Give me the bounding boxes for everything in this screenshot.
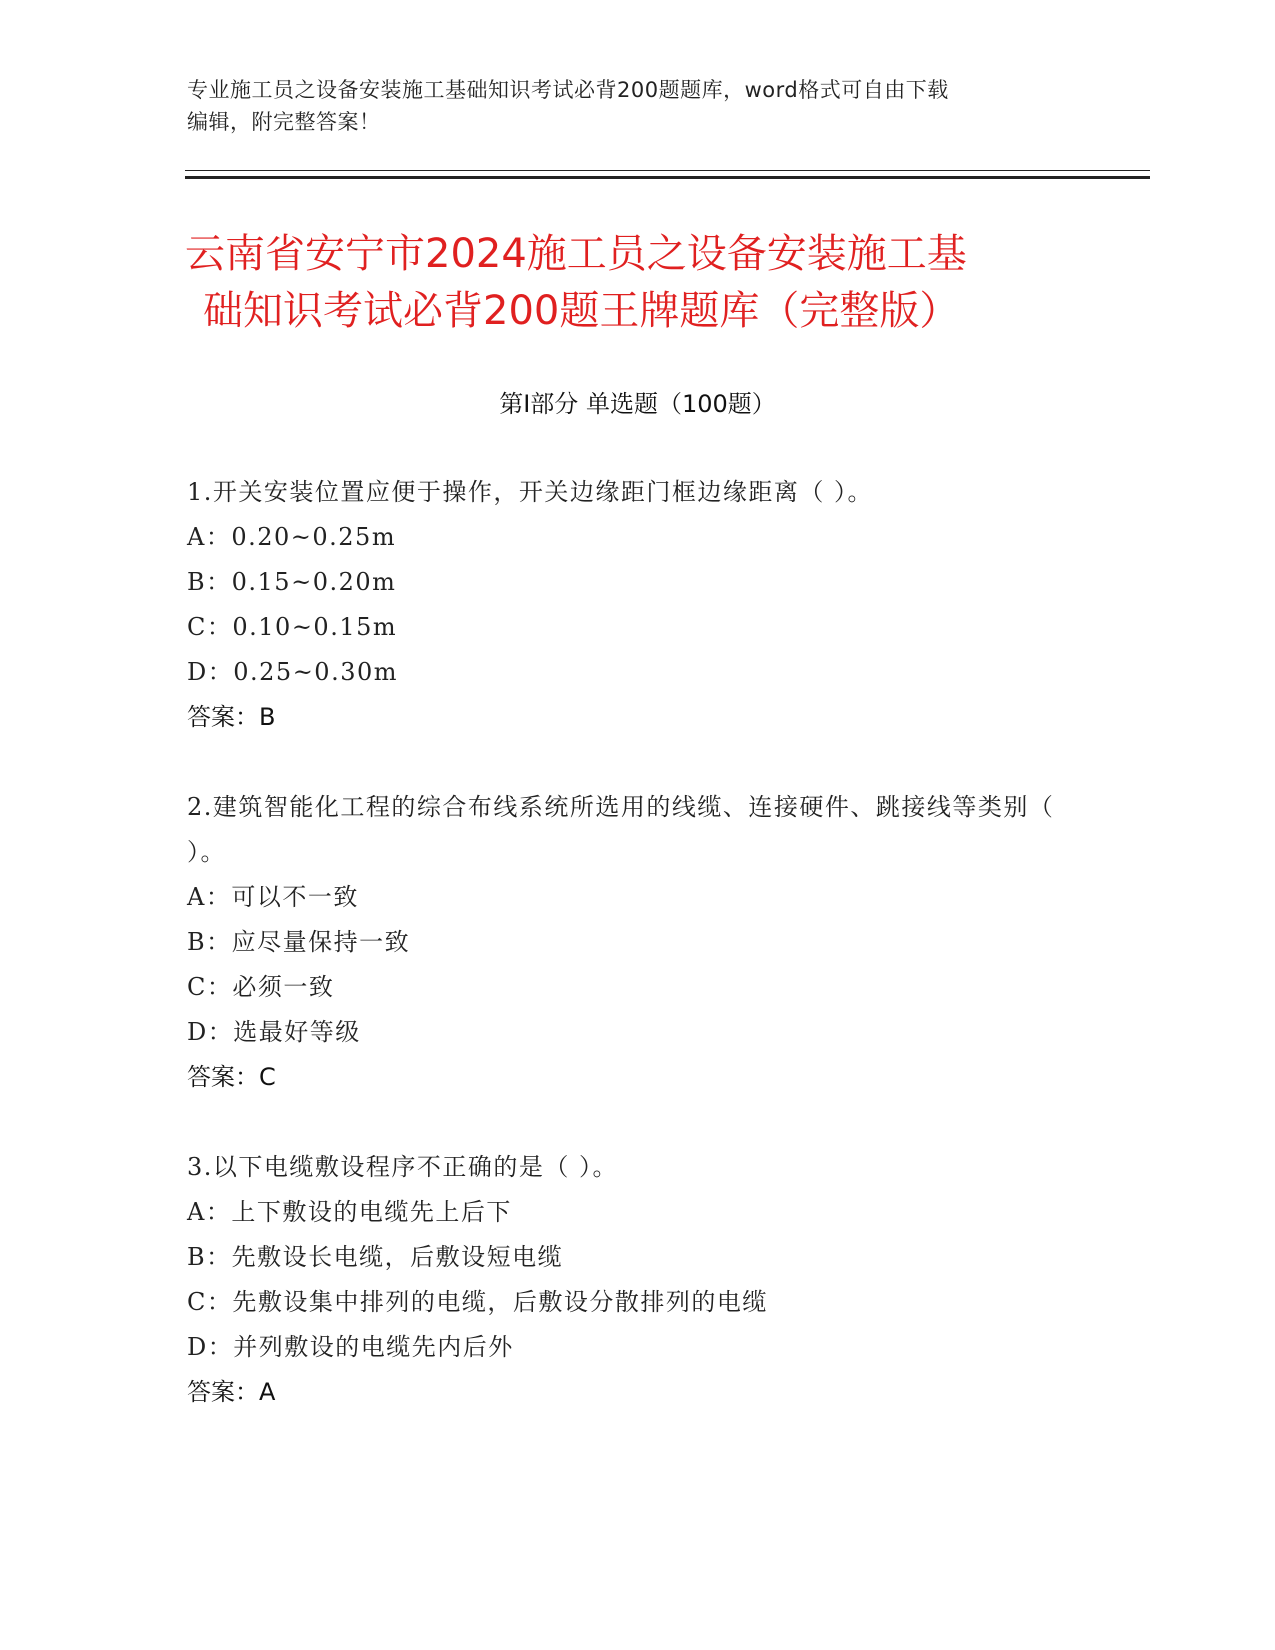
header-note-line1: 专业施工员之设备安装施工基础知识考试必背200题题库，word格式可自由下载 — [187, 78, 949, 102]
option-text: 先敷设集中排列的电缆，后敷设分散排列的电缆 — [232, 1288, 768, 1316]
answer-label: 答案：A — [187, 1378, 276, 1406]
option-letter: B： — [187, 928, 232, 956]
answer-label: 答案：C — [187, 1063, 276, 1091]
document-title-line2: 础知识考试必背200题王牌题库（完整版） — [203, 288, 960, 334]
option-text: 0.10~0.15m — [232, 613, 398, 641]
header-note — [187, 74, 1087, 138]
option-letter: D： — [187, 658, 234, 686]
question-1 — [187, 470, 1067, 740]
option-letter: A： — [187, 523, 232, 551]
option-c — [187, 605, 1067, 650]
option-letter: B： — [187, 1243, 232, 1271]
document-title-line1: 云南省安宁市2024施工员之设备安装施工基 — [185, 231, 967, 277]
question-stem: 1.开关安装位置应便于操作，开关边缘距门框边缘距离（ ）。 — [187, 478, 874, 506]
header-divider-thick — [185, 176, 1150, 179]
answer-label: 答案：B — [187, 703, 276, 731]
option-letter: A： — [187, 1198, 232, 1226]
option-d — [187, 1325, 1067, 1370]
option-text: 0.25~0.30m — [233, 658, 398, 686]
option-b — [187, 920, 1067, 965]
option-a — [187, 1190, 1067, 1235]
question-stem: 2.建筑智能化工程的综合布线系统所选用的线缆、连接硬件、跳接线等类别（ ）。 — [187, 793, 1055, 866]
question-stem: 3.以下电缆敷设程序不正确的是（ ）。 — [187, 1153, 619, 1181]
option-text: 上下敷设的电缆先上后下 — [231, 1198, 512, 1226]
option-b — [187, 560, 1067, 605]
option-text: 必须一致 — [232, 973, 335, 1001]
header-note-line2: 编辑，附完整答案！ — [187, 110, 381, 134]
option-text: 先敷设长电缆，后敷设短电缆 — [231, 1243, 564, 1271]
option-text: 应尽量保持一致 — [231, 928, 411, 956]
option-letter: C： — [187, 1288, 233, 1316]
option-d — [187, 1010, 1067, 1055]
option-letter: C： — [187, 973, 233, 1001]
document-title — [185, 226, 1105, 340]
option-letter: C： — [187, 613, 233, 641]
option-letter: D： — [187, 1333, 234, 1361]
option-text: 0.20~0.25m — [231, 523, 397, 551]
option-c — [187, 1280, 1067, 1325]
option-letter: D： — [187, 1018, 234, 1046]
option-text: 可以不一致 — [231, 883, 359, 911]
option-b — [187, 1235, 1067, 1280]
option-text: 并列敷设的电缆先内后外 — [233, 1333, 514, 1361]
option-letter: B： — [187, 568, 232, 596]
option-a — [187, 515, 1067, 560]
question-2 — [187, 785, 1067, 1100]
section-heading: 第Ⅰ部分 单选题（100题） — [499, 390, 776, 418]
option-c — [187, 965, 1067, 1010]
question-3 — [187, 1145, 1067, 1415]
option-text: 0.15~0.20m — [231, 568, 397, 596]
option-text: 选最好等级 — [233, 1018, 361, 1046]
header-divider-thin — [185, 170, 1150, 171]
option-d — [187, 650, 1067, 695]
option-letter: A： — [187, 883, 232, 911]
option-a — [187, 875, 1067, 920]
